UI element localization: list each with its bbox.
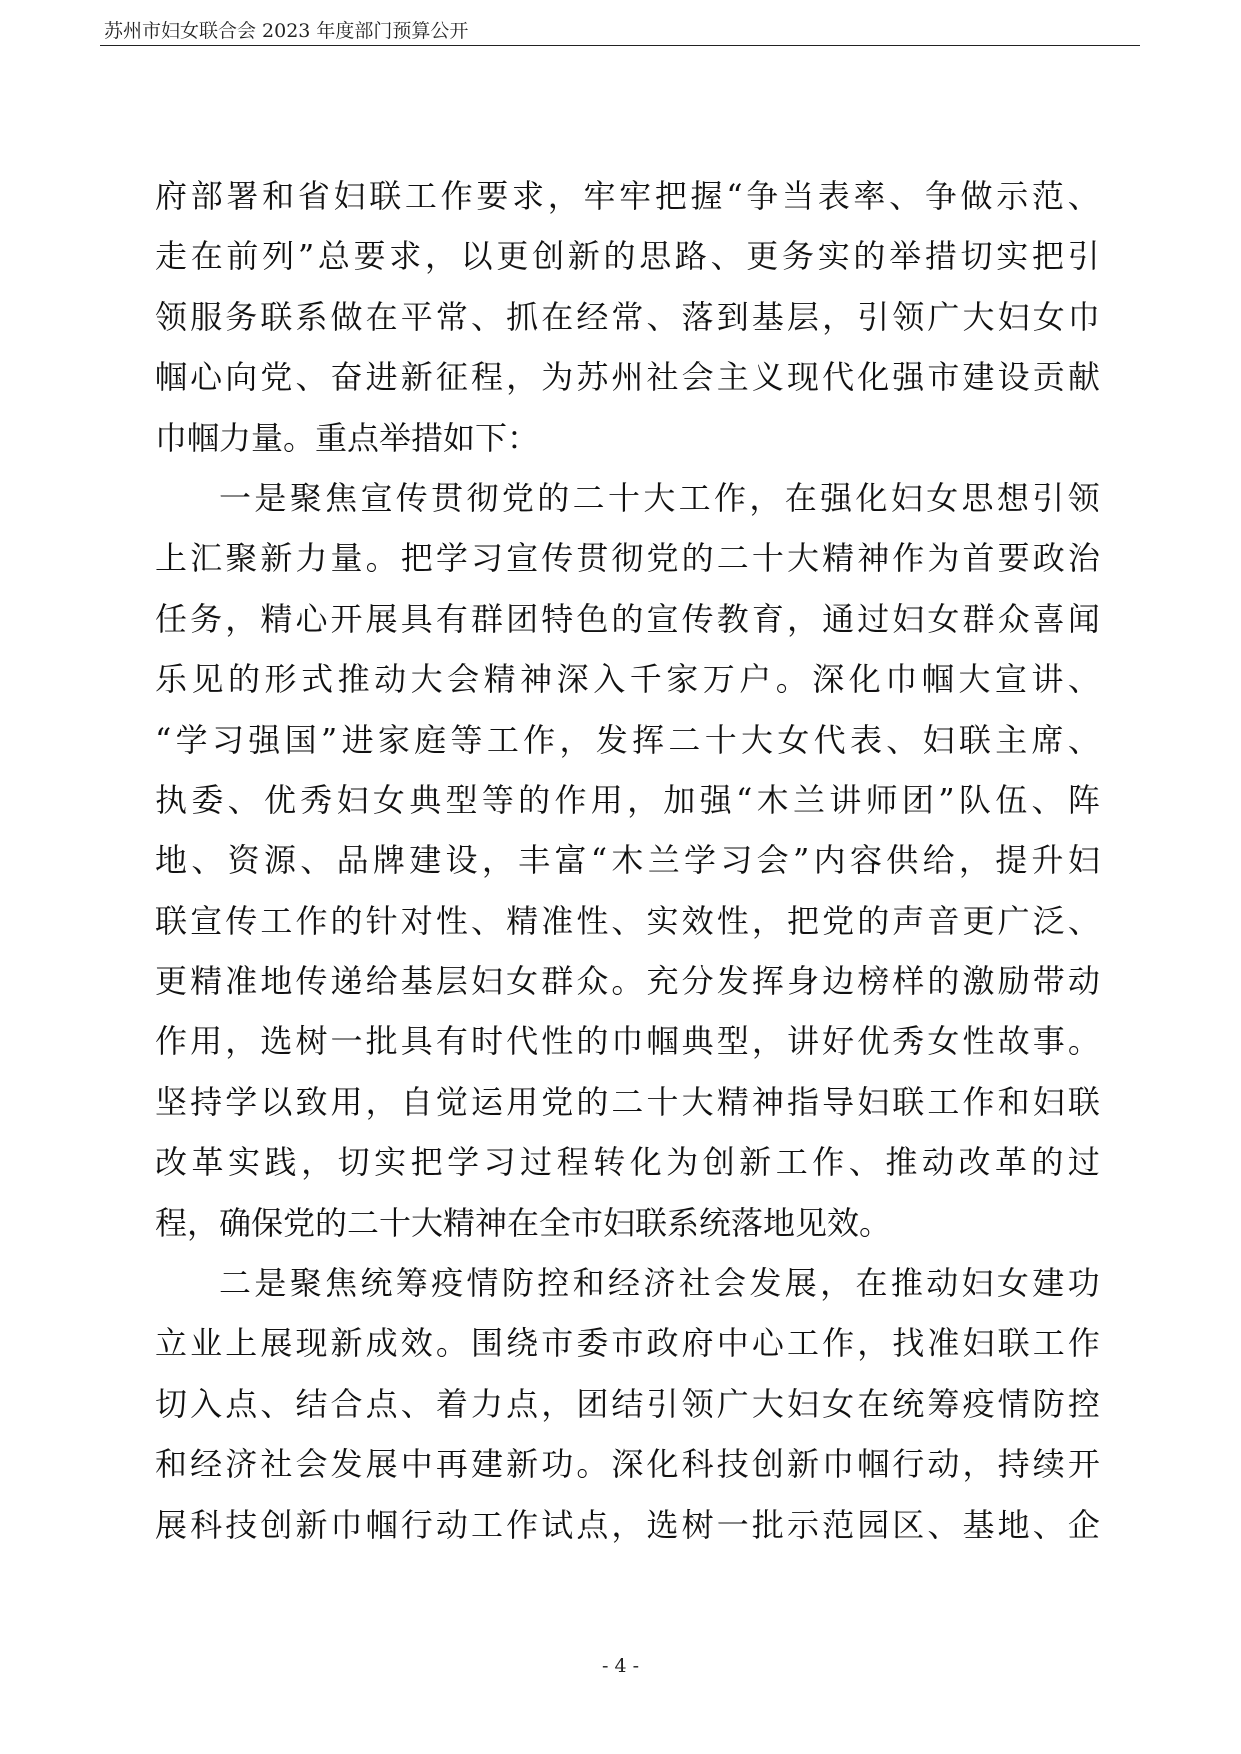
text-line: 府 部 署 和 省 妇 联 工 作 要 求 ， 牢 牢 把 握 “ 争 当 表 率 、 争 做 示 范 、 (155, 177, 1100, 215)
body-text (155, 166, 1100, 1555)
text-line: 一 是 聚 焦 宣 传 贯 彻 党 的 二 十 大 工 作 ， 在 强 化 妇 女 思 想 引 领 (219, 478, 1100, 517)
text-line: 二 是 聚 焦 统 筹 疫 情 防 控 和 经 济 社 会 发 展 ， 在 推 动 妇 女 建 功 (219, 1264, 1100, 1303)
text-line: 改 革 实 践 ， 切 实 把 学 习 过 程 转 化 为 创 新 工 作 、 推 动 改 革 的 过 (155, 1143, 1100, 1182)
header-title: 苏州市妇女联合会 2023 年度部门预算公开 (104, 20, 469, 42)
text-line: 程，确保党的二十大精神在全市妇联系统落地见效。 (155, 1203, 892, 1242)
text-line: 上 汇 聚 新 力 量 。 把 学 习 宣 传 贯 彻 党 的 二 十 大 精 神 作 为 首 要 政 治 (155, 539, 1100, 578)
text-line: 坚 持 学 以 致 用 ， 自 觉 运 用 党 的 二 十 大 精 神 指 导 妇 联 工 作 和 妇 联 (155, 1082, 1100, 1121)
text-line: 展 科 技 创 新 巾 帼 行 动 工 作 试 点 ， 选 树 一 批 示 范 园 区 、 基 地 、 企 (155, 1505, 1100, 1544)
text-line: 地 、 资 源 、 品 牌 建 设 ， 丰 富 “ 木 兰 学 习 会 ” 内 容 供 给 ， 提 升 妇 (155, 841, 1100, 880)
text-line: 巾帼力量。重点举措如下： (155, 418, 540, 457)
text-line: 切 入 点 、 结 合 点 、 着 力 点 ， 团 结 引 领 广 大 妇 女 在 统 筹 疫 情 防 控 (155, 1384, 1100, 1423)
header-rule (100, 45, 1140, 46)
page-header (100, 14, 1140, 44)
text-line: 更 精 准 地 传 递 给 基 层 妇 女 群 众 。 充 分 发 挥 身 边 榜 样 的 激 励 带 动 (155, 962, 1100, 1001)
text-line: 作 用 ， 选 树 一 批 具 有 时 代 性 的 巾 帼 典 型 ， 讲 好 优 秀 女 性 故 事 。 (155, 1022, 1100, 1061)
text-line: 帼 心 向 党 、 奋 进 新 征 程 ， 为 苏 州 社 会 主 义 现 代 化 强 市 建 设 贡 献 (155, 358, 1100, 397)
text-line: 乐 见 的 形 式 推 动 大 会 精 神 深 入 千 家 万 户 。 深 化 巾 帼 大 宣 讲 、 (155, 660, 1100, 699)
text-line: 走 在 前 列 ” 总 要 求 ， 以 更 创 新 的 思 路 、 更 务 实 的 举 措 切 实 把 引 (155, 237, 1100, 276)
text-line: 领 服 务 联 系 做 在 平 常 、 抓 在 经 常 、 落 到 基 层 ， 引 领 广 大 妇 女 巾 (155, 297, 1100, 336)
page-number: - 4 - (601, 1655, 639, 1677)
text-line: 和 经 济 社 会 发 展 中 再 建 新 功 。 深 化 科 技 创 新 巾 帼 行 动 ， 持 续 开 (155, 1445, 1100, 1484)
text-line: 任 务 ， 精 心 开 展 具 有 群 团 特 色 的 宣 传 教 育 ， 通 过 妇 女 群 众 喜 闻 (155, 599, 1100, 638)
text-line: 联 宣 传 工 作 的 针 对 性 、 精 准 性 、 实 效 性 ， 把 党 的 声 音 更 广 泛 、 (155, 901, 1100, 940)
text-line: 执 委 、 优 秀 妇 女 典 型 等 的 作 用 ， 加 强 “ 木 兰 讲 师 团 ” 队 伍 、 阵 (155, 780, 1100, 819)
text-line: 立 业 上 展 现 新 成 效 。 围 绕 市 委 市 政 府 中 心 工 作 ， 找 准 妇 联 工 作 (155, 1324, 1100, 1363)
text-line: “ 学 习 强 国 ” 进 家 庭 等 工 作 ， 发 挥 二 十 大 女 代 表 、 妇 联 主 席 、 (155, 720, 1100, 759)
